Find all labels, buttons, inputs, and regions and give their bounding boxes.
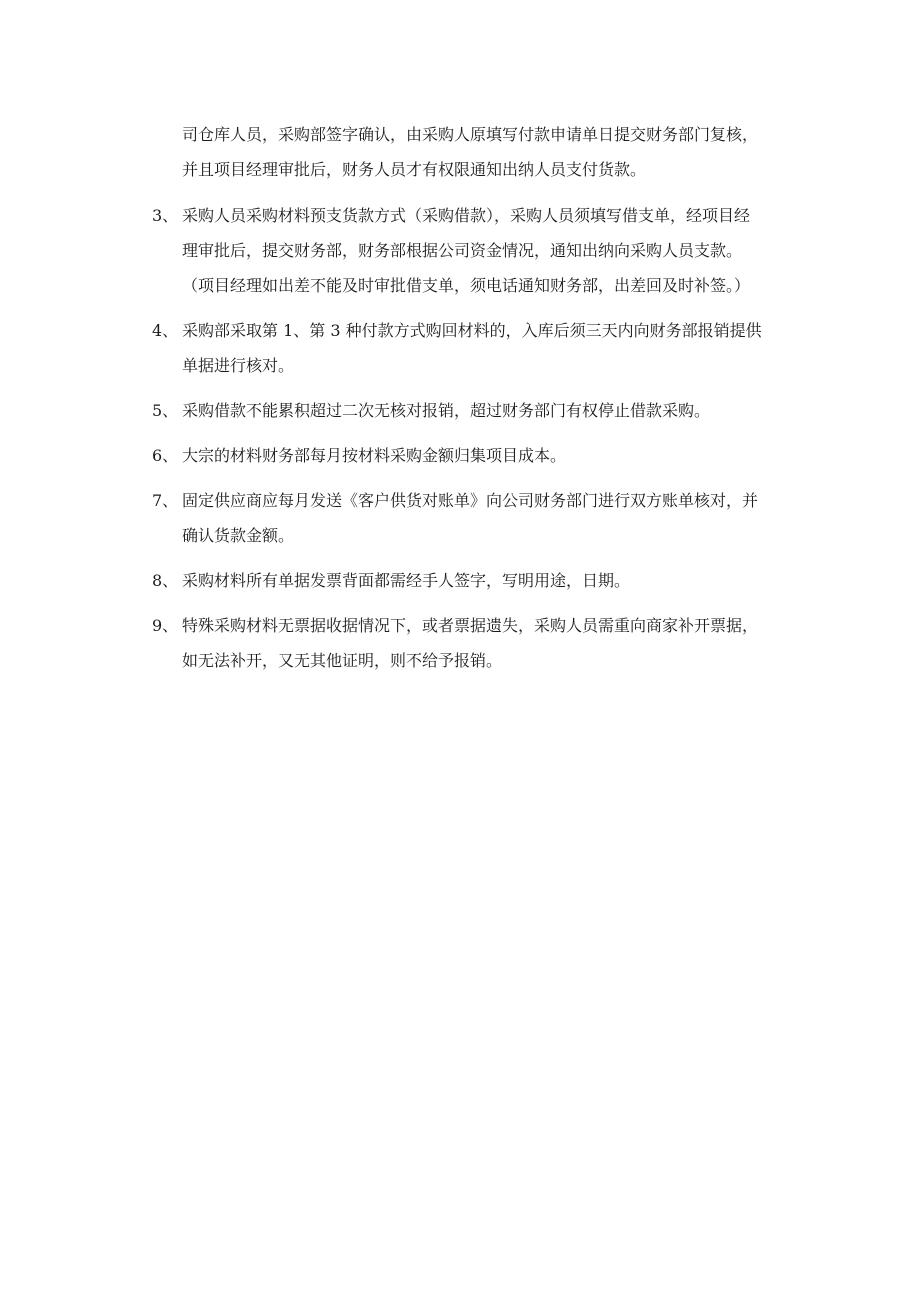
item-text: 采购借款不能累积超过二次无核对报销，超过财务部门有权停止借款采购。 xyxy=(182,401,711,420)
item-number: 5、 xyxy=(152,401,179,420)
item-number: 4、 xyxy=(152,321,179,340)
paragraph-line xyxy=(152,483,802,518)
paragraph-line: 司仓库人员，采购部签字确认，由采购人原填写付款申请单日提交财务部门复核， xyxy=(182,125,759,144)
list-item-8 xyxy=(152,563,802,598)
item-text: 采购材料所有单据发票背面都需经手人签字，写明用途，日期。 xyxy=(182,571,631,590)
item-number: 8、 xyxy=(152,571,179,590)
paragraph-line: 单据进行核对。 xyxy=(182,356,295,375)
paragraph-line: 如无法补开，又无其他证明，则不给予报销。 xyxy=(182,651,503,670)
paragraph-line xyxy=(152,438,802,473)
paragraph-note: （项目经理如出差不能及时审批借支单，须电话通知财务部，出差回及时补签。） xyxy=(182,276,751,295)
paragraph-line xyxy=(152,393,802,428)
paragraph-line xyxy=(152,198,802,233)
item-text: 采购部采取第 1、第 3 种付款方式购回材料的，入库后须三天内向财务部报销提供 xyxy=(182,321,762,340)
paragraph-line: 并且项目经理审批后，财务人员才有权限通知出纳人员支付货款。 xyxy=(182,160,647,179)
item-text: 大宗的材料财务部每月按材料采购金额归集项目成本。 xyxy=(182,446,567,465)
item-text: 采购人员采购材料预支货款方式（采购借款），采购人员须填写借支单，经项目经 xyxy=(182,206,751,225)
paragraph-line: 确认货款金额。 xyxy=(182,526,295,545)
list-item-5 xyxy=(152,393,802,428)
item-text: 特殊采购材料无票据收据情况下，或者票据遗失，采购人员需重向商家补开票据， xyxy=(182,616,759,635)
item-text: 固定供应商应每月发送《客户供货对账单》向公司财务部门进行双方账单核对，并 xyxy=(182,491,759,510)
paragraph-line xyxy=(152,563,802,598)
paragraph-line xyxy=(152,608,802,643)
paragraph-continuation xyxy=(152,117,802,187)
item-number: 3、 xyxy=(152,206,179,225)
document-body xyxy=(152,117,802,688)
list-item-9 xyxy=(152,608,802,678)
item-number: 7、 xyxy=(152,491,179,510)
list-item-3 xyxy=(152,198,802,303)
paragraph-line: 理审批后，提交财务部，财务部根据公司资金情况，通知出纳向采购人员支款。 xyxy=(182,241,743,260)
list-item-4 xyxy=(152,313,802,383)
item-number: 9、 xyxy=(152,616,179,635)
item-number: 6、 xyxy=(152,446,179,465)
list-item-7 xyxy=(152,483,802,553)
list-item-6 xyxy=(152,438,802,473)
paragraph-line xyxy=(152,313,802,348)
